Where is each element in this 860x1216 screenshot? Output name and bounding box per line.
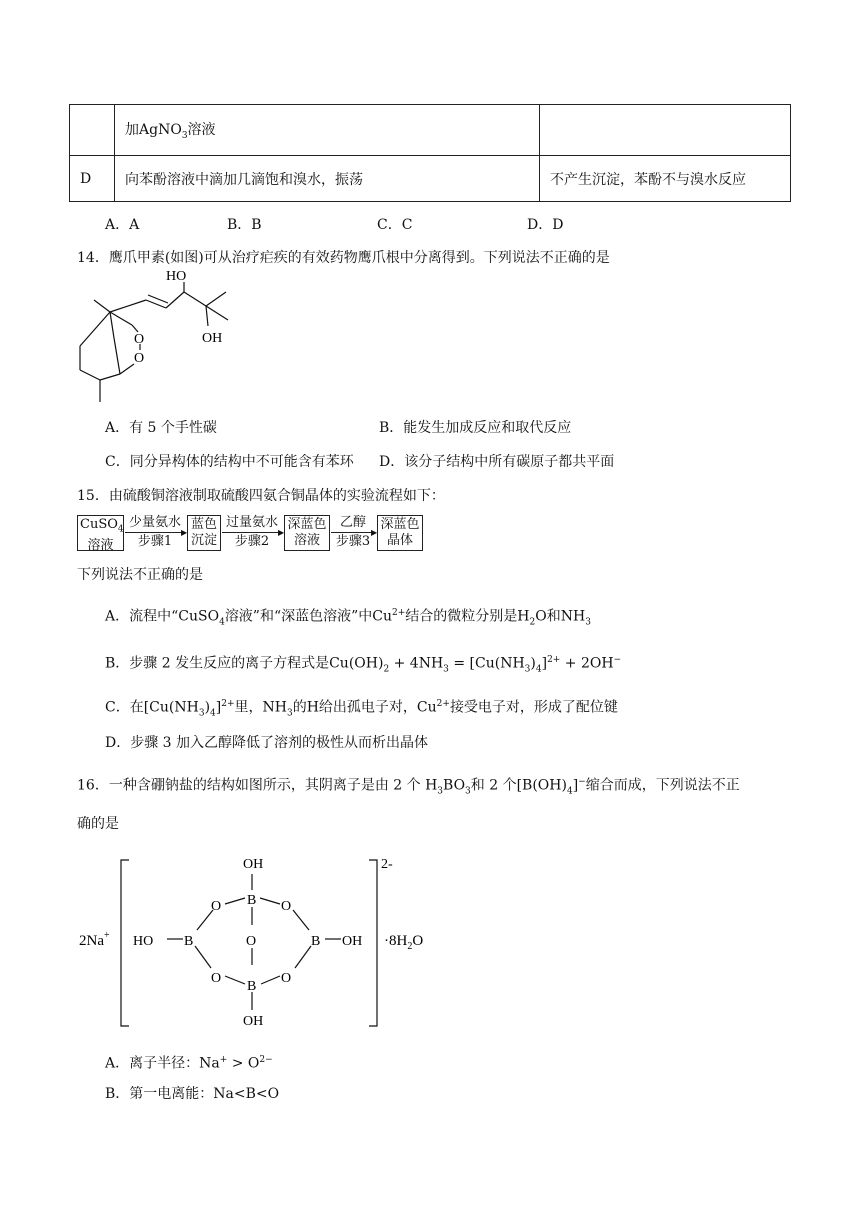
q15-option-d: D．步骤 3 加入乙醇降低了溶剂的极性从而析出晶体 [105,735,429,751]
sub: 4 [219,617,225,628]
borate-structure-diagram [75,850,455,1030]
water-label [384,933,423,952]
boron-label: B [247,979,257,994]
sub: 4 [566,786,573,797]
yingzhao-structure-diagram [70,270,250,410]
sub: 2 [383,664,390,675]
arrow-head-icon: ▶ [278,528,285,537]
sup: 2+ [547,655,561,665]
water-text: ·8H [384,933,408,949]
text: BO [443,777,466,794]
text: B．步骤 2 发生反应的离子方程式是Cu(OH) [105,655,384,672]
q13-option-c: C．C [377,217,413,233]
text: + 2OH [560,655,614,672]
text: A．离子半径：Na [105,1055,220,1072]
flow-text: 溶液 [87,537,114,553]
text: 接受电子对，形成了配位键 [449,699,618,716]
text: ] [572,777,579,794]
q14-option-d: D．该分子结构中所有碳原子都共平面 [379,454,615,470]
oxygen-label: O [211,899,222,914]
q15-option-b [105,650,621,679]
reagent-tail: 溶液 [187,122,216,139]
sub: 3 [286,708,293,719]
sup: − [613,655,622,665]
q14-option-b: B．能发生加成反应和取代反应 [379,420,572,436]
sup: 2+ [436,699,450,709]
sup: 2+ [221,699,235,709]
q14-option-a: A．有 5 个手性碳 [105,420,217,436]
flow-box-crystal [377,515,423,551]
arrow-head-icon: ▶ [181,528,188,537]
arrow-line [222,532,282,533]
table-cell-operation [115,105,540,156]
boron-label: B [311,934,321,949]
text: 溶液”和“深蓝色溶液”中Cu [224,608,393,625]
table-cell-result: 不产生沉淀，苯酚不与溴水反应 [540,156,791,202]
q16-option-b: B．第一电离能：Na<B<O [105,1086,280,1102]
sub: 4 [535,664,542,675]
flow-text: 溶液 [293,533,320,548]
arrow-label: 步骤2 [234,534,270,549]
text: 里，NH [234,699,287,716]
sup: − [578,777,586,787]
table-cell-label [70,105,115,156]
q13-option-d: D．D [527,217,564,233]
sub: 3 [443,664,449,675]
water-tail: O [412,933,424,949]
table-row [70,156,791,202]
flow-text: CuSO [80,517,118,532]
water-sub: 2 [407,941,413,952]
text: 和 2 个[B(OH) [470,777,567,794]
sub: 3 [465,786,471,797]
q13-option-b: B．B [227,217,262,233]
cation-charge: + [104,930,110,941]
arrow-line [331,532,375,533]
text: > O [227,1055,260,1072]
anion-charge: 2- [381,857,393,872]
sup: 2+ [392,608,406,618]
text: ] [541,655,548,672]
oh-label: OH [243,1014,264,1029]
arrow-label: 少量氨水 [128,515,181,530]
q15-stem: 15．由硫酸铜溶液制取硫酸四氨合铜晶体的实验流程如下： [77,488,445,504]
arrow-line [125,532,185,533]
flow-box-solution [284,515,330,551]
flow-text: 深蓝色 [287,517,327,532]
oxygen-label: O [211,971,222,986]
q15-option-c [105,694,618,723]
flow-text: 深蓝色 [380,517,420,532]
flow-box-cuso4 [77,515,124,551]
sub: 3 [437,786,444,797]
arrow-label: 步骤3 [335,534,371,549]
text: ) [530,655,536,672]
oh-label: OH [202,331,223,346]
sup: 2− [259,1055,273,1065]
table-cell-label: D [70,156,115,202]
arrow-label: 步骤1 [137,534,173,549]
oxygen-label: O [281,899,292,914]
q14-stem: 14．鹰爪甲素(如图)可从治疗疟疾的有效药物鹰爪根中分离得到。下列说法不正确的是 [77,250,610,266]
boron-label: B [184,934,194,949]
flow-text: 晶体 [386,533,413,548]
ho-label: HO [166,270,187,284]
sub: 3 [198,708,205,719]
experiment-table [69,104,791,202]
text: ] [215,699,222,716]
text: A．流程中“CuSO [105,608,220,625]
q16-stem-line2: 确的是 [77,816,119,832]
peroxide-o-label: O [134,332,145,347]
arrow-head-icon: ▶ [371,528,378,537]
text: + 4NH [389,655,444,672]
peroxide-o-label: O [134,351,145,366]
q16-stem-line1 [77,772,740,801]
oh-label: OH [342,934,363,949]
text: 结合的微粒分别是H [405,608,530,625]
sub: 3 [524,664,531,675]
text: ) [204,699,211,716]
q16-option-a [105,1050,273,1074]
text: = [Cu(NH [448,655,525,672]
arrow-label: 过量氨水 [225,515,278,530]
text: 16．一种含硼钠盐的结构如图所示，其阴离子是由 2 个 H [77,777,438,794]
reagent-subscript: 3 [181,130,188,141]
q15-option-a [105,603,591,632]
text: C．在[Cu(NH [105,699,199,716]
cation-text: 2Na [79,933,104,949]
q13-option-a: A．A [105,217,140,233]
table-cell-operation: 向苯酚溶液中滴加几滴饱和溴水，振荡 [115,156,540,202]
flow-diagram [77,515,437,555]
sub: 3 [585,617,591,628]
q15-question: 下列说法不正确的是 [77,567,203,583]
flow-text: 蓝色 [190,517,217,532]
oxygen-label: O [246,934,257,949]
text: O和NH [535,608,586,625]
sub: 4 [210,708,216,719]
text: 的H给出孤电子对，Cu [292,699,437,716]
reagent-text: 加AgNO [125,122,182,139]
oxygen-label: O [281,971,292,986]
table-row [70,105,791,156]
cation-label [79,930,110,949]
sub: 2 [529,617,536,628]
flow-text: 沉淀 [190,533,217,548]
q14-option-c: C．同分异构体的结构中不可能含有苯环 [105,454,354,470]
arrow-label: 乙醇 [339,515,366,530]
flow-box-precipitate [187,515,221,551]
flow-sub: 4 [117,524,124,535]
oh-label: OH [243,857,264,872]
table-cell-result [540,105,791,156]
sup: + [219,1055,228,1065]
text: 缩合而成，下列说法不正 [585,777,740,794]
boron-label: B [247,893,257,908]
ho-label: HO [133,934,154,949]
